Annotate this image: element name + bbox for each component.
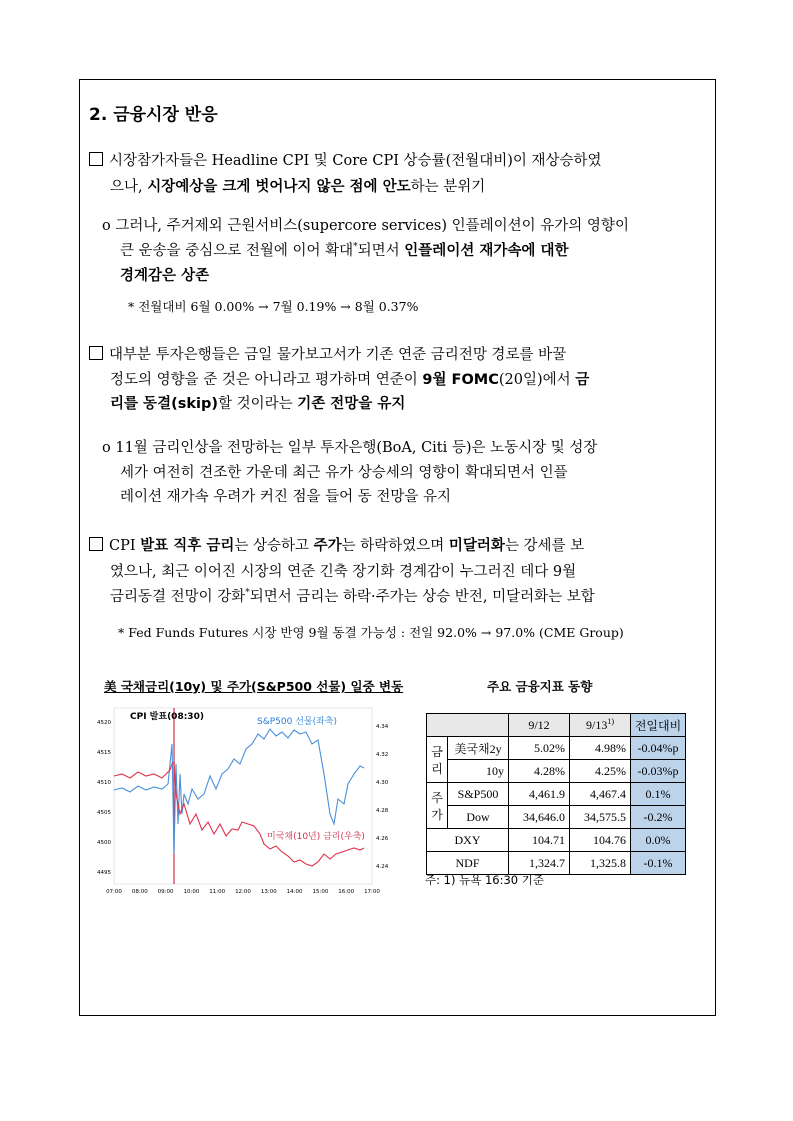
left-tick-label: 4495 xyxy=(97,870,111,876)
row-label: DXY xyxy=(427,829,509,852)
group-stocks: 주가 xyxy=(427,783,448,829)
left-tick-label: 4515 xyxy=(97,750,111,756)
p1-line1: 시장참가자들은 Headline CPI 및 Core CPI 상승률(전월대비)이 재상승하였 xyxy=(89,149,602,170)
p3-line3: 금리동결 전망이 강화*되면서 금리는 하락·주가는 상승 반전, 미달러화는 보합 xyxy=(110,588,595,605)
row-value-2: 4,467.4 xyxy=(570,783,631,806)
x-tick-label: 15:00 xyxy=(312,889,329,895)
row-value-2: 4.25% xyxy=(570,760,631,783)
row-change: -0.03%p xyxy=(631,760,686,783)
row-change: -0.2% xyxy=(631,806,686,829)
row-label: S&P500 xyxy=(448,783,509,806)
p2-line1: 대부분 투자은행들은 금일 물가보고서가 기존 연준 금리전망 경로를 바꿀 xyxy=(89,343,566,364)
p1s-line3: 경계감은 상존 xyxy=(120,268,210,284)
row-value-2: 4.98% xyxy=(570,737,631,760)
legend-spx: S&P500 선물(좌축) xyxy=(257,717,337,727)
left-tick-label: 4510 xyxy=(97,780,111,786)
header-blank xyxy=(427,714,509,737)
p2-line2: 정도의 영향을 준 것은 아니라고 평가하며 연준이 9월 FOMC(20일)에서 금 xyxy=(110,372,590,388)
row-change: -0.1% xyxy=(631,852,686,875)
p1-line2: 으나, 시장예상을 크게 벗어나지 않은 점에 안도하는 분위기 xyxy=(110,179,486,195)
right-tick-label: 4.32 xyxy=(376,752,389,758)
intraday-chart xyxy=(92,704,392,898)
row-value-1: 4,461.9 xyxy=(509,783,570,806)
p1s-footnote: * 전월대비 6월 0.00% → 7월 0.19% → 8월 0.37% xyxy=(128,299,419,314)
x-tick-label: 11:00 xyxy=(209,889,226,895)
legend-ust10y: 미국채(10년) 금리(우축) xyxy=(267,832,365,842)
p1s-line1: o 그러나, 주거제외 근원서비스(supercore services) 인플레이션이 유가의 영향이 xyxy=(102,218,629,234)
x-tick-label: 10:00 xyxy=(183,889,200,895)
table-row xyxy=(427,760,686,783)
x-axis-ticks xyxy=(106,889,380,895)
checkbox-bullet-icon xyxy=(89,346,103,360)
x-tick-label: 16:00 xyxy=(338,889,355,895)
right-tick-label: 4.28 xyxy=(376,808,389,814)
row-label: NDF xyxy=(427,852,509,875)
right-tick-label: 4.30 xyxy=(376,780,389,786)
table-row xyxy=(427,783,686,806)
x-tick-label: 14:00 xyxy=(286,889,303,895)
row-change: -0.04%p xyxy=(631,737,686,760)
right-tick-label: 4.26 xyxy=(376,836,389,842)
header-date2: 9/13$^{1)}$ xyxy=(570,714,631,737)
left-tick-label: 4520 xyxy=(97,720,111,726)
p3-line1: CPI 발표 직후 금리는 상승하고 주가는 하락하였으며 미달러화는 강세를 보 xyxy=(89,534,584,555)
x-tick-label: 09:00 xyxy=(157,889,174,895)
row-value-1: 1,324.7 xyxy=(509,852,570,875)
x-tick-label: 07:00 xyxy=(106,889,122,895)
financial-indicators-table xyxy=(426,713,686,875)
left-tick-label: 4500 xyxy=(97,840,111,846)
p3-footnote: * Fed Funds Futures 시장 반영 9월 동결 가능성 : 전일 92.0% → 97.0% (CME Group) xyxy=(118,625,624,640)
table-row xyxy=(427,737,686,760)
row-value-1: 4.28% xyxy=(509,760,570,783)
row-value-1: 104.71 xyxy=(509,829,570,852)
group-rates: 금리 xyxy=(427,737,448,783)
table-header-row xyxy=(427,714,686,737)
row-label: 10y xyxy=(448,760,509,783)
x-tick-label: 08:00 xyxy=(131,889,148,895)
table-row xyxy=(427,829,686,852)
p2s-line3: 레이션 재가속 우려가 커진 점을 들어 동 전망을 유지 xyxy=(120,489,452,505)
row-label: 美국채2y xyxy=(448,737,509,760)
table-caption: 주요 금융지표 동향 xyxy=(487,679,593,694)
row-change: 0.1% xyxy=(631,783,686,806)
row-value-1: 34,646.0 xyxy=(509,806,570,829)
x-tick-label: 12:00 xyxy=(235,889,251,895)
header-date1: 9/12 xyxy=(509,714,570,737)
p2s-line1: o 11월 금리인상을 전망하는 일부 투자은행(BoA, Citi 등)은 노동시장 및 성장 xyxy=(102,440,598,456)
x-tick-label: 17:00 xyxy=(364,889,380,895)
p2s-line2: 세가 여전히 견조한 가운데 최근 유가 상승세의 영향이 확대되면서 인플 xyxy=(120,465,568,481)
plot-area xyxy=(114,708,372,884)
row-value-2: 1,325.8 xyxy=(570,852,631,875)
section-title: 2. 금융시장 반응 xyxy=(89,105,218,125)
p2-line3: 리를 동결(skip)할 것이라는 기존 전망을 유지 xyxy=(110,396,406,412)
chart-annotation: CPI 발표(08:30) xyxy=(130,712,204,722)
row-value-1: 5.02% xyxy=(509,737,570,760)
row-value-2: 104.76 xyxy=(570,829,631,852)
checkbox-bullet-icon xyxy=(89,537,103,551)
chart-caption: 美 국채금리(10y) 및 주가(S&P500 선물) 일중 변동 xyxy=(104,679,404,694)
row-value-2: 34,575.5 xyxy=(570,806,631,829)
row-change: 0.0% xyxy=(631,829,686,852)
left-tick-label: 4505 xyxy=(97,810,111,816)
checkbox-bullet-icon xyxy=(89,152,103,166)
header-change: 전일대비 xyxy=(631,714,686,737)
right-tick-label: 4.24 xyxy=(376,864,389,870)
right-tick-label: 4.34 xyxy=(376,724,389,730)
p3-line2: 였으나, 최근 이어진 시장의 연준 긴축 장기화 경계감이 누그러진 데다 9월 xyxy=(110,564,577,580)
x-tick-label: 13:00 xyxy=(260,889,277,895)
table-footnote: 주: 1) 뉴욕 16:30 기준 xyxy=(425,873,544,887)
table-row xyxy=(427,806,686,829)
p1s-line2: 큰 운송을 중심으로 전월에 이어 확대*되면서 인플레이션 재가속에 대한 xyxy=(120,242,569,259)
row-label: Dow xyxy=(448,806,509,829)
